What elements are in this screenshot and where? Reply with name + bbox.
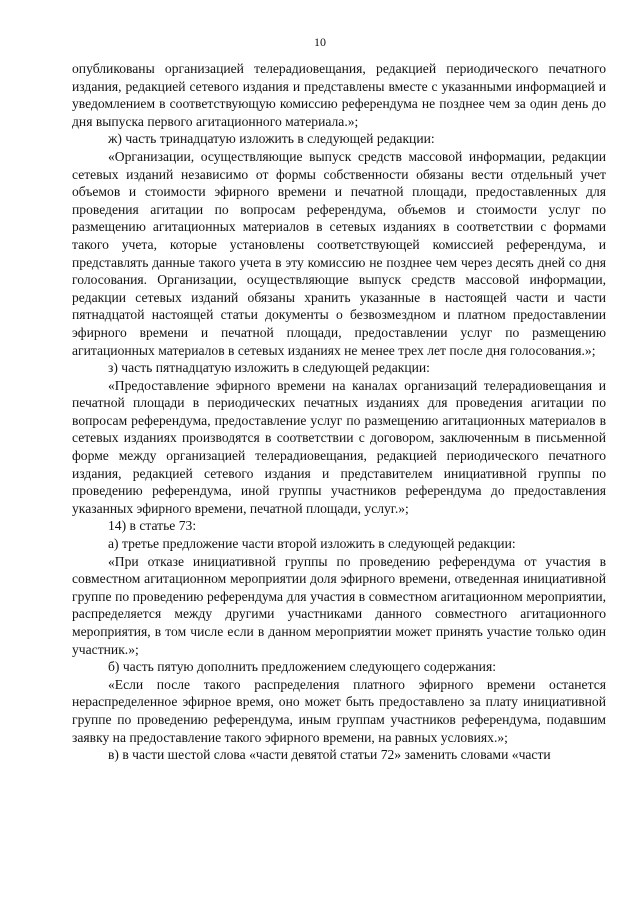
paragraph-item-b: б) часть пятую дополнить предложением следующего содержания: <box>108 659 496 675</box>
paragraph-item-a: а) третье предложение части второй изложить в следующей редакции: <box>108 536 516 552</box>
paragraph-quote-accounting: «Организации, осуществляющие выпуск средств массовой информации, редакции сетевых изданий независимо от формы собственности обязаны вести отдельный учет объемов и стоимости эфирного времени и печатной площади, предоставленных для проведения агитации по вопросам референдума, объемов и стоимости услуг по размещению агитационных материалов в сетевых изданиях в соответствии с формами такого учета, которые установлены соответствующей комиссией референдума, и представлять данные такого учета в эту комиссию не позднее чем через десять дней со дня голосования. Организации, осуществляющие выпуск средств массовой информации, редакции сетевых изданий обязаны хранить указанные в настоящей части и части пятнадцатой настоящей статьи документы о безвозмездном и платном предоставлении эфирного времени и печатной площади, предоставлении услуг по размещению агитационных материалов в сетевых изданиях не менее трех лет после дня голосования.»; <box>72 148 606 358</box>
paragraph-item-z: з) часть пятнадцатую изложить в следующей редакции: <box>108 360 430 376</box>
page-number: 10 <box>314 35 326 49</box>
paragraph-item-zh: ж) часть тринадцатую изложить в следующей редакции: <box>108 131 435 147</box>
paragraph-quote-distribution: «Если после такого распределения платного эфирного времени останется нераспределенное эфирное время, оно может быть предоставлено за плату инициативной группе по проведению референдума, иным группам участников референдума, подавшим заявку на предоставление такого эфирного времени, на равных условиях.»; <box>72 676 606 745</box>
paragraph-quote-refusal: «При отказе инициативной группы по проведению референдума от участия в совместном агитационном мероприятии доля эфирного времени, отведенная инициативной группе по проведению референдума для участия в совместном агитационном мероприятии, распределяется между другими участниками данного совместного агитационного мероприятия, в том числе если в данном мероприятии может принять участие только один участник.»; <box>72 553 606 657</box>
paragraph-quote-airtime: «Предоставление эфирного времени на каналах организаций телерадиовещания и печатной площади в периодических печатных изданиях для проведения агитации по вопросам референдума, предоставление услуг по размещению агитационных материалов в сетевых изданиях производятся в соответствии с договором, заключенным в письменной форме между организацией телерадиовещания, редакцией периодического печатного издания, редакцией сетевого издания и представителем инициативной группы по проведению референдума, иной группы участников референдума до предоставления указанных эфирного времени, печатной площади, услуг.»; <box>72 377 606 516</box>
paragraph-continuation: опубликованы организацией телерадиовещания, редакцией периодического печатного издания, редакцией сетевого издания и представлены вместе с указанными информацией и уведомлением в соответствующую комиссию референдума не позднее чем за один день до дня выпуска первого агитационного материала.»; <box>72 61 606 129</box>
paragraph-item-14: 14) в статье 73: <box>108 518 197 534</box>
document-body <box>72 60 606 764</box>
paragraph-item-v: в) в части шестой слова «части девятой статьи 72» заменить словами «части <box>108 747 551 763</box>
